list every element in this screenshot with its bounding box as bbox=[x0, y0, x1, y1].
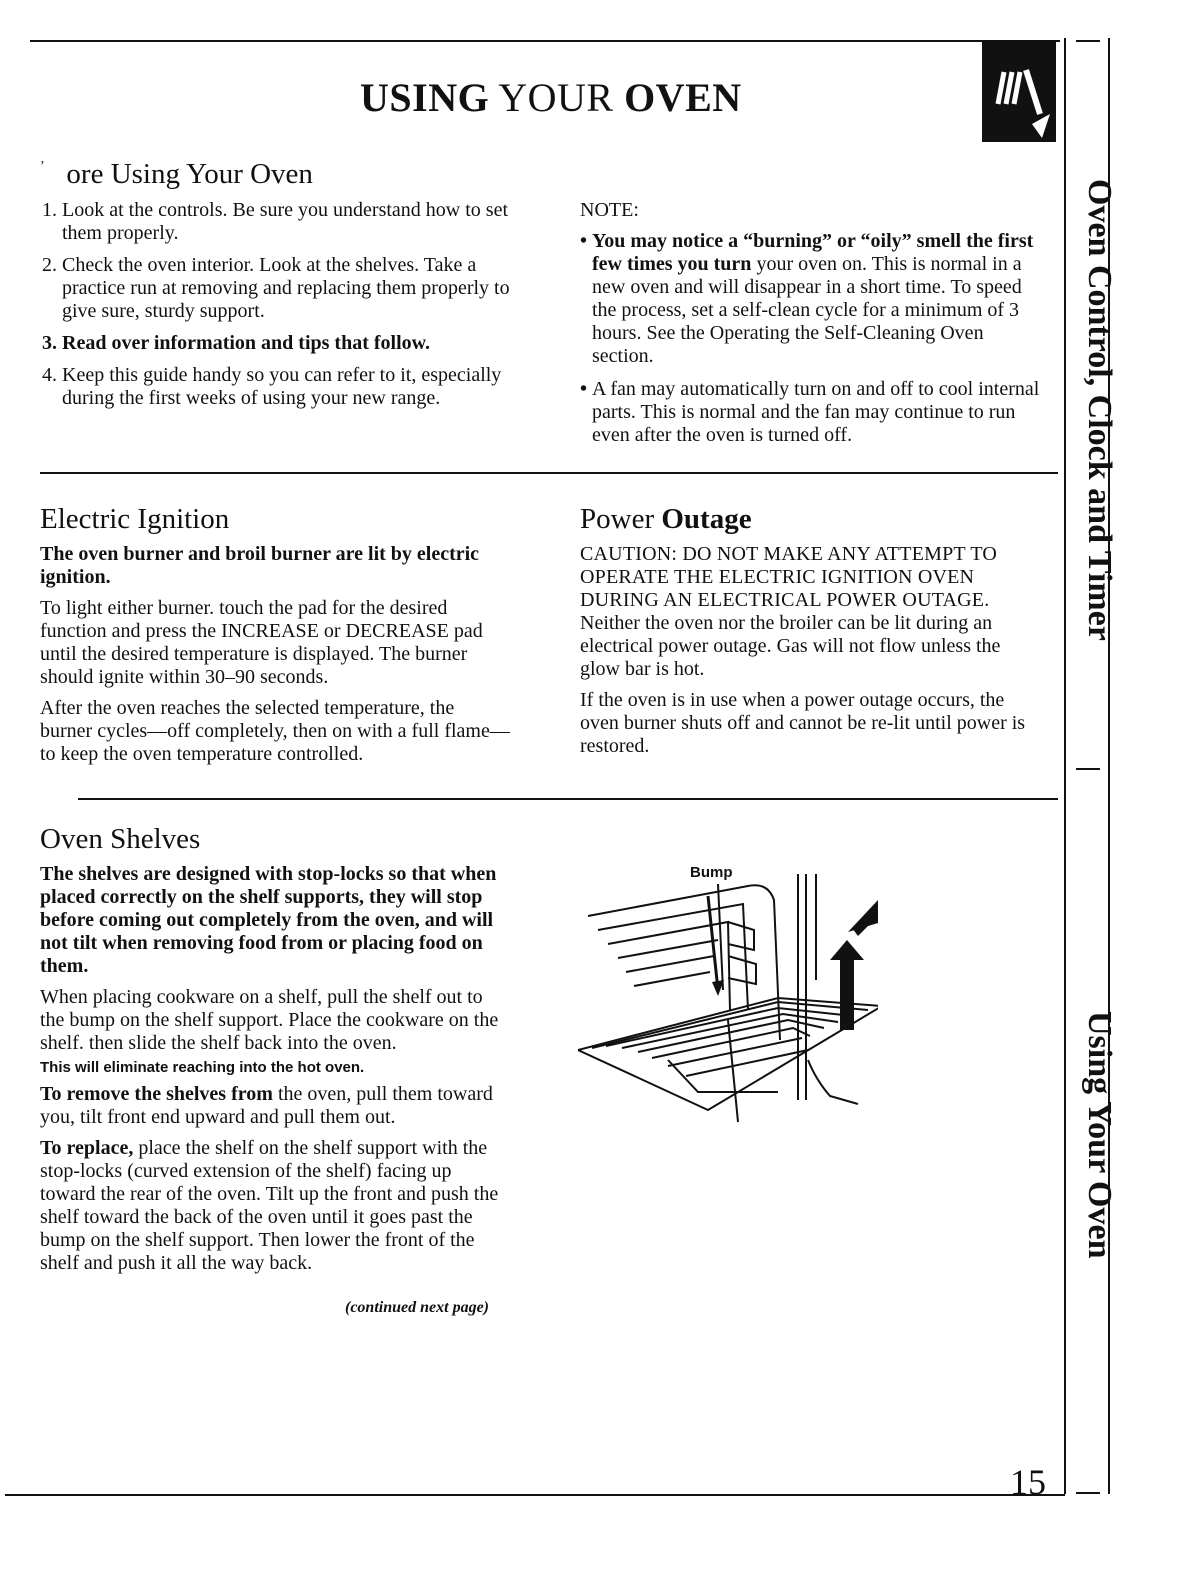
bottom-rule bbox=[5, 1494, 1065, 1496]
oven-shelves-paragraph: To remove the shelves from the oven, pull them toward you, tilt front end upward and pull them out. bbox=[40, 1083, 493, 1128]
oven-shelves-intro: The shelves are designed with stop-locks so that when placed correctly on the shelf supports, they will stop before coming out completely from the oven, and will not tilt when removing food from or placing food on them. bbox=[40, 863, 497, 977]
power-outage-caution: CAUTION: DO NOT MAKE ANY ATTEMPT TO OPERATE THE ELECTRIC IGNITION OVEN DURING AN ELECTRICAL POWER OUTAGE. bbox=[580, 543, 998, 611]
oven-logo-icon bbox=[982, 42, 1056, 142]
section-divider-2 bbox=[78, 798, 1058, 800]
tab-marker-mid bbox=[1076, 768, 1100, 770]
before-using-list bbox=[40, 199, 518, 419]
list-item: 4. Keep this guide handy so you can refer to it, especially during the first weeks of using your new range. bbox=[62, 364, 518, 410]
list-item: 2. Check the oven interior. Look at the shelves. Take a practice run at removing and replacing them properly to give sure, sturdy support. bbox=[62, 254, 518, 323]
power-outage-heading: Power Outage bbox=[580, 503, 752, 535]
note-bullet: • A fan may automatically turn on and off to cool internal parts. This is normal and the fan may continue to run even after the oven is turned off. bbox=[580, 378, 1040, 446]
continued-note: (continued next page) bbox=[345, 1299, 489, 1316]
electric-ignition-intro: The oven burner and broil burner are lit by electric ignition. bbox=[40, 543, 480, 588]
list-item: 1. Look at the controls. Be sure you understand how to set them properly. bbox=[62, 199, 518, 245]
page-number: 15 bbox=[1010, 1462, 1046, 1502]
page-title: USING YOUR OVEN bbox=[360, 75, 742, 120]
oven-shelves-body bbox=[40, 863, 510, 1283]
oven-shelf-illustration bbox=[578, 860, 878, 1130]
before-using-heading: ’ ore Using Your Oven bbox=[40, 158, 313, 190]
power-outage-body bbox=[580, 543, 1040, 766]
tab-marker-bottom bbox=[1076, 1492, 1100, 1494]
oven-shelves-paragraph: To replace, place the shelf on the shelf support with the stop-locks (curved extension of the shelf) facing up toward the rear of the oven. Tilt up the front and push the shelf toward the back of the oven until it goes past the bump on the shelf support. Then lower the front of the shelf and push it all the way back. bbox=[40, 1137, 499, 1274]
oven-shelves-warning: This will eliminate reaching into the hot oven. bbox=[40, 1059, 365, 1076]
right-tab-divider bbox=[1064, 38, 1066, 1494]
side-tab-using-your-oven: Using Your Oven bbox=[1081, 1011, 1118, 1259]
top-rule bbox=[30, 40, 1060, 42]
oven-shelves-paragraph: When placing cookware on a shelf, pull the shelf out to the bump on the shelf support. Place the cookware on the shelf. then slide the shelf back into the oven. This will eliminate reaching into the hot oven. bbox=[40, 986, 499, 1076]
note-block bbox=[580, 199, 1050, 457]
tab-marker-top bbox=[1076, 40, 1100, 42]
note-label: NOTE: bbox=[580, 199, 639, 221]
electric-ignition-heading: Electric Ignition bbox=[40, 503, 230, 535]
electric-ignition-paragraph: To light either burner. touch the pad for the desired function and press the INCREASE or DECREASE pad until the desired temperature is displayed. The burner should ignite within 30–90 seconds. bbox=[40, 597, 483, 688]
oven-shelves-heading: Oven Shelves bbox=[40, 823, 201, 855]
power-outage-paragraph: If the oven is in use when a power outage occurs, the oven burner shuts off and cannot be re-lit until power is restored. bbox=[580, 689, 1026, 757]
power-outage-paragraph: Neither the oven nor the broiler can be lit during an electrical power outage. Gas will not flow unless the glow bar is hot. bbox=[580, 612, 1001, 680]
bump-label: Bump bbox=[690, 864, 733, 881]
electric-ignition-paragraph: After the oven reaches the selected temperature, the burner cycles—off completely, then on with a full flame—to keep the oven temperature controlled. bbox=[40, 697, 510, 765]
side-tab-oven-control: Oven Control, Clock and Timer bbox=[1081, 179, 1118, 641]
electric-ignition-body bbox=[40, 543, 510, 774]
note-bullet: • You may notice a “burning” or “oily” smell the first few times you turn your oven on. This is normal in a new oven and will disappear in a short time. To speed the process, set a self-clean cycle for a minimum of 3 hours. See the Operating the Self-Cleaning Oven section. bbox=[580, 230, 1034, 367]
section-divider-1 bbox=[40, 472, 1058, 474]
list-item: 3. Read over information and tips that follow. bbox=[62, 332, 518, 355]
